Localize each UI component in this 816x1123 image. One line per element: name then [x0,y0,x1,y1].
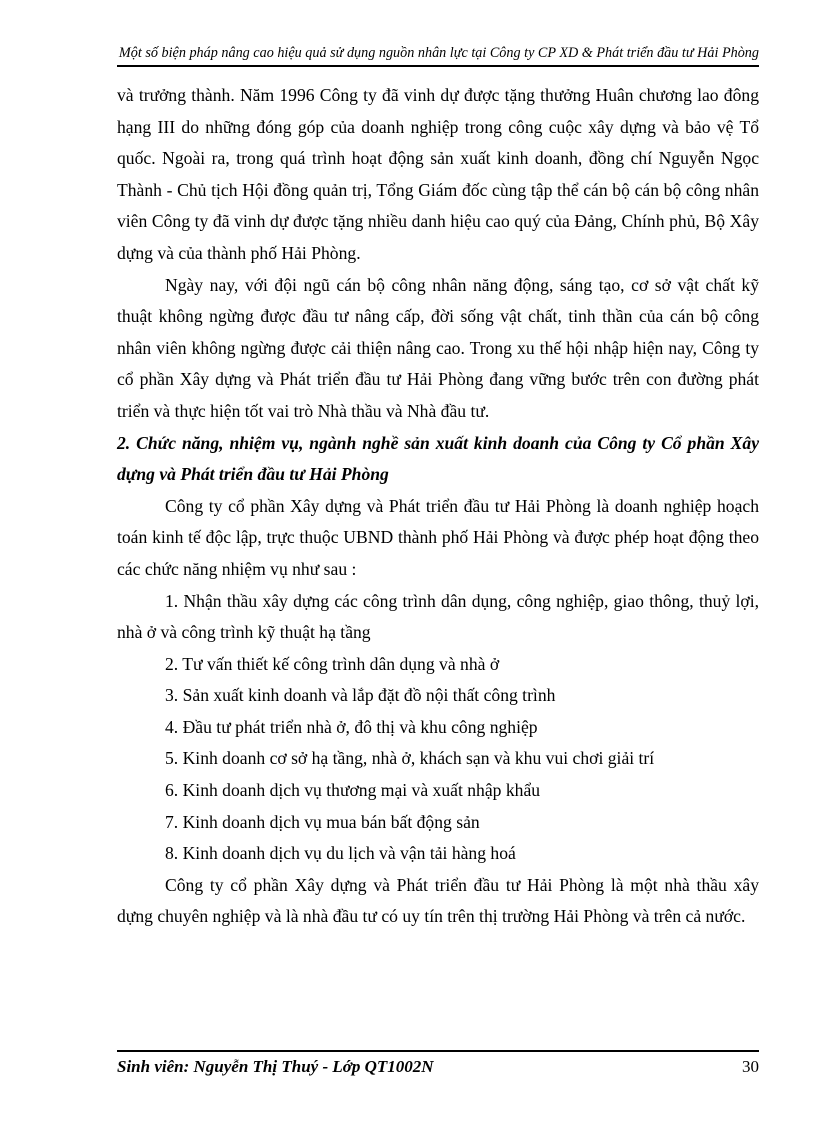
running-footer [117,1056,759,1078]
list-item: 3. Sản xuất kinh doanh và lắp đặt đồ nội thất công trình [165,685,556,706]
paragraph-continuation: và trưởng thành. Năm 1996 Công ty đã vinh dự được tặng thưởng Huân chương lao đông hạng III do những đóng góp của doanh nghiệp trong công cuộc xây dựng và bảo vệ Tổ quốc. Ngoài ra, trong quá trình hoạt động sản xuất kinh doanh, đồng chí Nguyễn Ngọc Thành - Chủ tịch Hội đồng quản trị, Tổng Giám đốc cùng tập thể cán bộ cán bộ công nhân viên Công ty đã vinh dự được tặng nhiều danh hiệu cao quý của Đảng, Chính phủ, Bộ Xây dựng và của thành phố Hải Phòng. [117,85,759,263]
paragraph-conclusion: Công ty cổ phần Xây dựng và Phát triển đầu tư Hải Phòng là một nhà thầu xây dựng chuyên nghiệp và là nhà đầu tư có uy tín trên thị trường Hải Phòng và trên cả nước. [117,874,759,927]
list-item: 7. Kinh doanh dịch vụ mua bán bất động sản [165,811,480,832]
page-body [117,80,759,933]
student-info: Sinh viên: Nguyễn Thị Thuý - Lớp QT1002N [117,1057,434,1076]
running-header: Một số biện pháp nâng cao hiệu quả sử dụng nguồn nhân lực tại Công ty CP XD & Phát triển đầu tư Hải Phòng [118,45,759,61]
list-item: 4. Đầu tư phát triển nhà ở, đô thị và khu công nghiệp [165,716,538,737]
list-item: 1. Nhận thầu xây dựng các công trình dân dụng, công nghiệp, giao thông, thuỷ lợi, nhà ở và công trình kỹ thuật hạ tầng [117,590,759,643]
list-item: 5. Kinh doanh cơ sở hạ tầng, nhà ở, khách sạn và khu vui chơi giải trí [165,748,655,769]
header-divider [117,65,759,67]
paragraph-intro-functions: Công ty cổ phần Xây dựng và Phát triển đầu tư Hải Phòng là doanh nghiệp hoạch toán kinh tế độc lập, trực thuộc UBND thành phố Hải Phòng và được phép hoạt động theo các chức năng nhiệm vụ như sau : [117,495,759,579]
list-item: 6. Kinh doanh dịch vụ thương mại và xuất nhập khẩu [165,780,541,801]
footer-divider [117,1050,759,1052]
list-item: 2. Tư vấn thiết kế công trình dân dụng và nhà ở [165,653,500,674]
paragraph-nowadays: Ngày nay, với đội ngũ cán bộ công nhân năng động, sáng tạo, cơ sở vật chất kỹ thuật không ngừng được đầu tư nâng cấp, đời sống vật chất, tinh thần của cán bộ công nhân viên không ngừng được cải thiện nâng cao. Trong xu thế hội nhập hiện nay, Công ty cổ phần Xây dựng và Phát triển đầu tư Hải Phòng đang vững bước trên con đường phát triển và thực hiện tốt vai trò Nhà thầu và Nhà đầu tư. [117,274,759,421]
section-heading: 2. Chức năng, nhiệm vụ, ngành nghề sản xuất kinh doanh của Công ty Cổ phần Xây dựng và Phát triển đầu tư Hải Phòng [117,432,759,485]
page-number: 30 [742,1057,759,1076]
list-item: 8. Kinh doanh dịch vụ du lịch và vận tải hàng hoá [165,843,516,864]
